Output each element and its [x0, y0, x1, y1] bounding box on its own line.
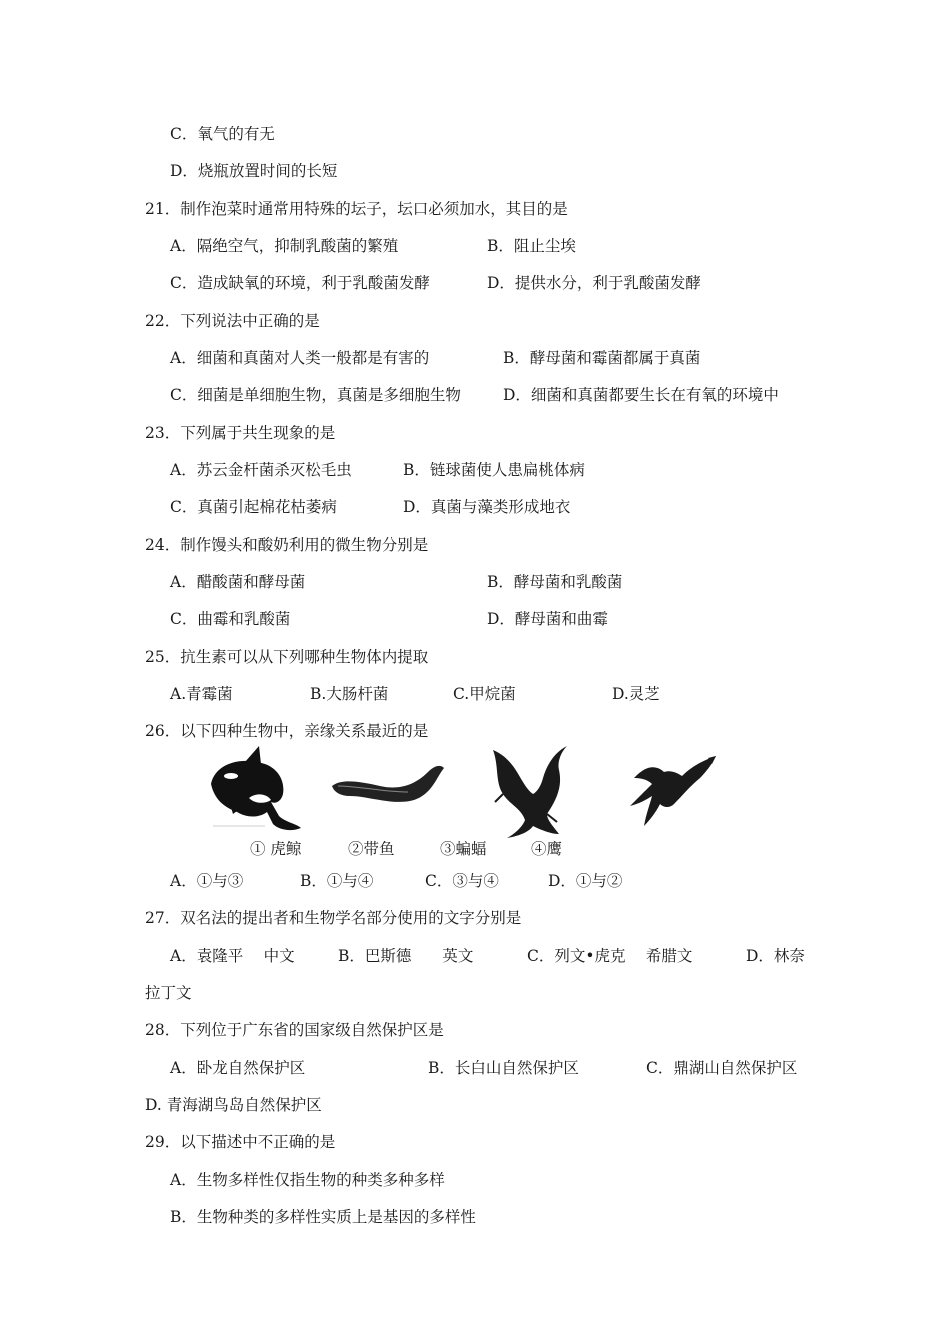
bat-image	[485, 742, 580, 842]
q26-option-a: A．①与③	[170, 872, 244, 890]
q21-option-a: A．隔绝空气，抑制乳酸菌的繁殖	[170, 237, 399, 255]
q21-option-b: B．阻止尘埃	[487, 237, 576, 255]
question-25: 25．抗生素可以从下列哪种生物体内提取	[145, 648, 429, 666]
question-28: 28．下列位于广东省的国家级自然保护区是	[145, 1021, 444, 1039]
q25-option-d: D.灵芝	[612, 685, 660, 703]
question-23: 23．下列属于共生现象的是	[145, 424, 336, 442]
q28-option-a: A．卧龙自然保护区	[170, 1059, 306, 1077]
q26-option-c: C．③与④	[425, 872, 499, 890]
q22-option-b: B．酵母菌和霉菌都属于真菌	[503, 349, 701, 367]
q26-option-d: D．①与②	[548, 872, 623, 890]
q22-option-d: D．细菌和真菌都要生长在有氧的环境中	[503, 386, 779, 404]
q27-option-d: D．林奈	[746, 947, 805, 965]
q29-option-a: A．生物多样性仅指生物的种类多种多样	[170, 1171, 445, 1189]
question-29: 29．以下描述中不正确的是	[145, 1133, 336, 1151]
q27-option-b: B．巴斯德 英文	[338, 947, 474, 965]
question-24: 24．制作馒头和酸奶利用的微生物分别是	[145, 536, 429, 554]
q26-label-4: ④鹰	[531, 840, 563, 858]
q28-option-c: C．鼎湖山自然保护区	[646, 1059, 798, 1077]
q23-option-c: C．真菌引起棉花枯萎病	[170, 498, 337, 516]
killer-whale-image	[205, 742, 305, 837]
q24-option-d: D．酵母菌和曲霉	[487, 610, 608, 628]
q26-option-b: B．①与④	[300, 872, 374, 890]
question-26: 26．以下四种生物中，亲缘关系最近的是	[145, 722, 429, 740]
q26-label-3: ③蝙蝠	[440, 840, 487, 858]
q24-option-b: B．酵母菌和乳酸菌	[487, 573, 623, 591]
q20-option-d: D．烧瓶放置时间的长短	[170, 162, 338, 180]
q22-option-c: C．细菌是单细胞生物，真菌是多细胞生物	[170, 386, 461, 404]
q26-label-2: ②带鱼	[348, 840, 395, 858]
q23-option-b: B．链球菌使人患扁桃体病	[403, 461, 585, 479]
q25-option-c: C.甲烷菌	[453, 685, 516, 703]
q21-option-d: D．提供水分，利于乳酸菌发酵	[487, 274, 701, 292]
q27-continuation: 拉丁文	[145, 984, 192, 1002]
question-27: 27．双名法的提出者和生物学名部分使用的文字分别是	[145, 909, 522, 927]
ribbonfish-image	[328, 742, 448, 837]
q25-option-a: A.青霉菌	[170, 685, 233, 703]
q27-option-a: A．袁隆平 中文	[170, 947, 295, 965]
question-21: 21．制作泡菜时通常用特殊的坛子，坛口必须加水，其目的是	[145, 200, 568, 218]
animal-figures	[205, 742, 725, 842]
q28-option-d: D. 青海湖鸟岛自然保护区	[145, 1096, 322, 1114]
q29-option-b: B．生物种类的多样性实质上是基因的多样性	[170, 1208, 476, 1226]
q22-option-a: A．细菌和真菌对人类一般都是有害的	[170, 349, 430, 367]
q20-option-c: C．氧气的有无	[170, 125, 275, 143]
q28-option-b: B．长白山自然保护区	[428, 1059, 579, 1077]
question-22: 22．下列说法中正确的是	[145, 312, 320, 330]
q25-option-b: B.大肠杆菌	[310, 685, 389, 703]
q24-option-a: A．醋酸菌和酵母菌	[170, 573, 306, 591]
q26-label-1: ① 虎鲸	[250, 840, 302, 858]
eagle-image	[620, 742, 725, 837]
q23-option-d: D．真菌与藻类形成地衣	[403, 498, 571, 516]
q24-option-c: C．曲霉和乳酸菌	[170, 610, 291, 628]
q27-option-c: C．列文•虎克 希腊文	[527, 947, 693, 965]
q21-option-c: C．造成缺氧的环境，利于乳酸菌发酵	[170, 274, 430, 292]
q23-option-a: A．苏云金杆菌杀灭松毛虫	[170, 461, 352, 479]
